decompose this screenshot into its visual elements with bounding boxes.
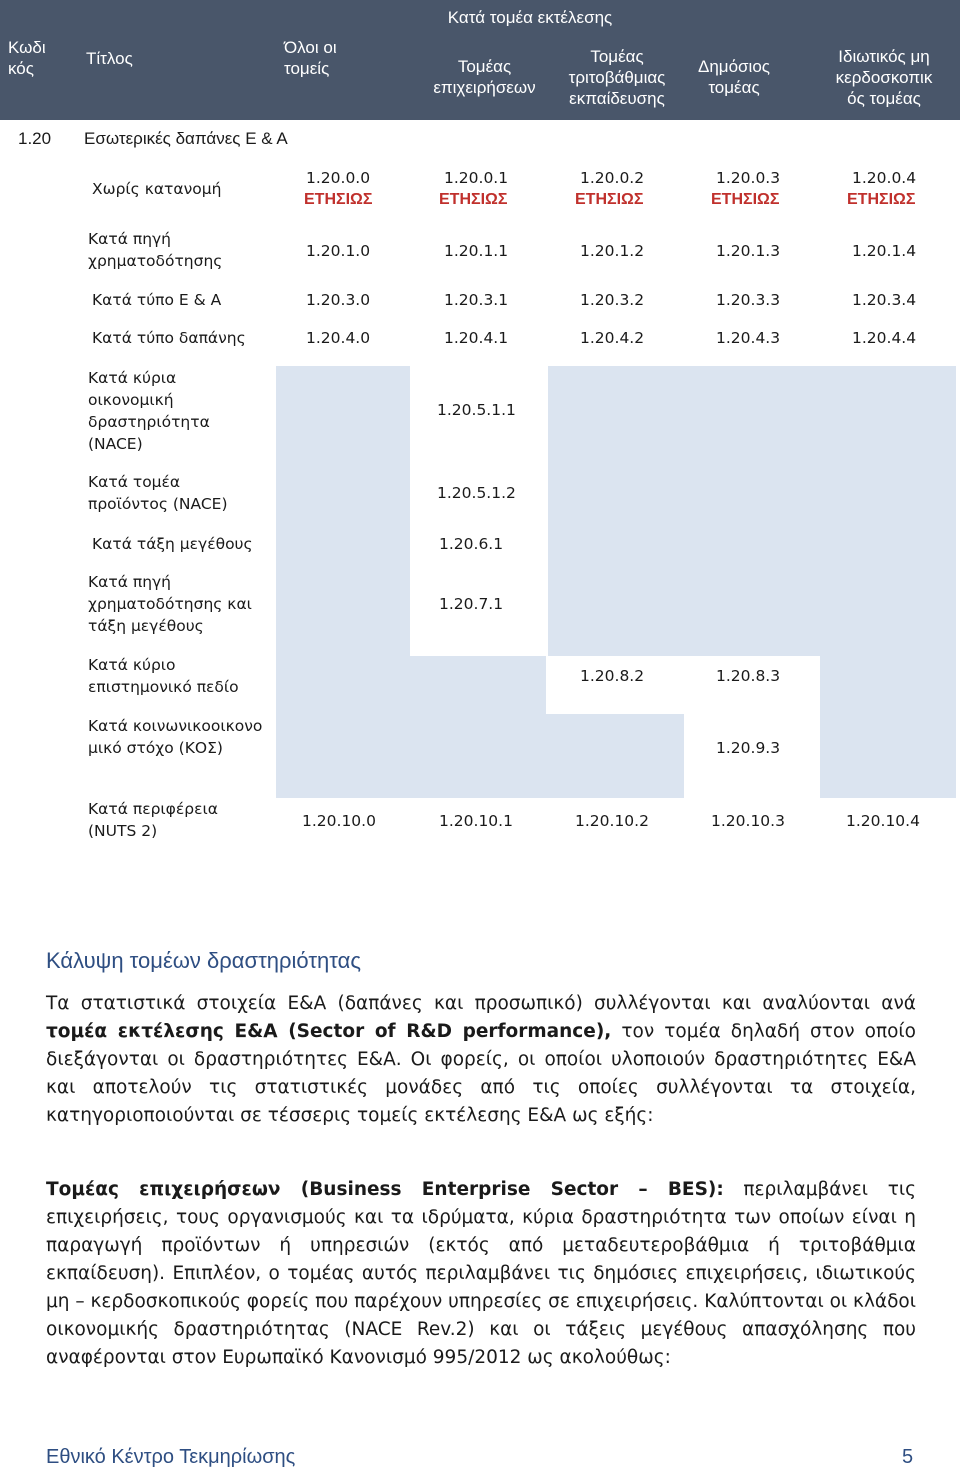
paragraph-text: περιλαμβάνει τις επιχειρήσεις, τους οργανισμούς και τα ιδρύματα, κύρια δραστηριότητα των οποίων είναι η παραγωγή προϊόντων ή υπηρεσιών (εκτός από μεταδευτεροβάθμια ή τριτοβάθμια εκπαίδευση). Επιπλέον, ο τομέας αυτός περιλαμβάνει τις δημόσιες επιχειρήσεις, ιδιωτικούς μη – κερδοσκοπικούς φορείς που παρέχουν υπηρεσίες σε επιχειρήσεις. Καλύπτονται οι κλάδοι οικονομικής δραστηριότητας (NACE Rev.2) και οι τάξεις μεγέθους απασχόλησης που αναφέρονται στον Ευρωπαϊκό Κανονισμό 995/2012 ως ακολούθως: xyxy=(46,1179,916,1368)
code-cell: 1.20.0.3 xyxy=(716,169,781,187)
annual-note: ΕΤΗΣΙΩΣ xyxy=(304,191,373,208)
paragraph-bold: τομέα εκτέλεσης Ε&Α (Sector of R&D performance), xyxy=(46,1021,612,1042)
code-cell: 1.20.4.4 xyxy=(852,329,917,347)
code-cell: 1.20.8.3 xyxy=(716,667,781,685)
paragraph-text: τον τομέα δηλαδή στον οποίο διεξάγονται οι δραστηριότητες Ε&Α. Οι φορείς, οι οποίοι υλοποιούν δραστηριότητες Ε&Α και αποτελούν τις στατιστικές μονάδες από τις οποίες συλλέγονται τα στοιχεία, κατηγοριοποιούνται σε τέσσερις τομείς εκτέλεσης Ε&Α ως εξής: xyxy=(46,1021,916,1126)
code-cell: 1.20.6.1 xyxy=(439,535,504,553)
paragraph xyxy=(46,990,916,1130)
code-cell: 1.20.5.1.1 xyxy=(437,401,516,419)
code-cell: 1.20.3.3 xyxy=(716,291,781,309)
code-cell: 1.20.0.1 xyxy=(444,169,509,187)
annual-note: ΕΤΗΣΙΩΣ xyxy=(711,191,780,208)
header-pnp: Ιδιωτικός μη κερδοσκοπικ ός τομέας xyxy=(835,47,933,108)
header-bes: Τομέας επιχειρήσεων xyxy=(433,57,536,97)
header-gov: Δημόσιος τομέας xyxy=(698,57,770,97)
annual-note: ΕΤΗΣΙΩΣ xyxy=(847,191,916,208)
section-code: 1.20 xyxy=(18,129,52,148)
code-cell: 1.20.4.1 xyxy=(444,329,509,347)
row-label: Κατά κύρια οικονομική δραστηριότητα (NACE) xyxy=(88,369,210,453)
row-label: Κατά περιφέρεια (NUTS 2) xyxy=(88,800,218,840)
header-hes: Τομέας τριτοβάθμιας εκπαίδευσης xyxy=(568,47,666,108)
paragraph-bold: Τομέας επιχειρήσεων (Business Enterprise Sector – BES): xyxy=(46,1179,724,1200)
na-cell xyxy=(276,714,684,798)
annual-note: ΕΤΗΣΙΩΣ xyxy=(439,191,508,208)
na-cell xyxy=(820,656,956,714)
paragraph xyxy=(46,1176,916,1372)
header-code: Κωδι κός xyxy=(8,38,46,78)
section-title: Εσωτερικές δαπάνες Ε & Α xyxy=(84,129,288,148)
code-cell: 1.20.1.2 xyxy=(580,242,645,260)
page-number: 5 xyxy=(902,1446,914,1468)
row-label: Κατά κύριο επιστημονικό πεδίο xyxy=(88,656,239,696)
code-cell: 1.20.0.4 xyxy=(852,169,917,187)
row-label: Κατά τύπο δαπάνης xyxy=(92,329,246,347)
code-cell: 1.20.4.2 xyxy=(580,329,645,347)
row-label: Χωρίς κατανομή xyxy=(92,180,222,198)
paragraph-text: Τα στατιστικά στοιχεία Ε&Α (δαπάνες και προσωπικό) συλλέγονται και αναλύονται ανά xyxy=(46,993,916,1014)
row-label: Κατά τομέα προϊόντος (NACE) xyxy=(88,473,228,513)
na-cell xyxy=(548,366,956,656)
code-cell: 1.20.5.1.2 xyxy=(437,484,516,502)
na-cell xyxy=(276,366,410,656)
na-cell xyxy=(276,656,546,714)
code-cell: 1.20.10.0 xyxy=(302,812,376,830)
code-cell: 1.20.7.1 xyxy=(439,595,504,613)
code-cell: 1.20.10.1 xyxy=(439,812,513,830)
header-all-sectors: Όλοι οι τομείς xyxy=(284,38,337,78)
code-cell: 1.20.1.3 xyxy=(716,242,781,260)
code-cell: 1.20.8.2 xyxy=(580,667,645,685)
code-cell: 1.20.0.0 xyxy=(306,169,371,187)
row-label: Κατά τύπο Ε & Α xyxy=(92,291,222,309)
row-label: Κατά πηγή χρηματοδότησης xyxy=(88,230,223,270)
header-group: Κατά τομέα εκτέλεσης xyxy=(447,8,613,27)
code-cell: 1.20.3.4 xyxy=(852,291,917,309)
footer-org: Εθνικό Κέντρο Τεκμηρίωσης xyxy=(46,1446,296,1468)
row-label: Κατά τάξη μεγέθους xyxy=(92,535,253,553)
na-cell xyxy=(820,714,956,798)
code-cell: 1.20.0.2 xyxy=(580,169,645,187)
code-cell: 1.20.10.4 xyxy=(846,812,920,830)
annual-note: ΕΤΗΣΙΩΣ xyxy=(575,191,644,208)
code-cell: 1.20.1.1 xyxy=(444,242,509,260)
code-cell: 1.20.1.4 xyxy=(852,242,917,260)
code-cell: 1.20.3.2 xyxy=(580,291,645,309)
code-cell: 1.20.9.3 xyxy=(716,739,781,757)
header-title: Τίτλος xyxy=(86,49,133,68)
row-label: Κατά πηγή χρηματοδότησης και τάξη μεγέθους xyxy=(88,573,252,635)
row-label: Κατά κοινωνικοοικονομικό στόχο (ΚΟΣ) xyxy=(88,717,263,757)
code-cell: 1.20.3.1 xyxy=(444,291,509,309)
code-cell: 1.20.10.2 xyxy=(575,812,649,830)
section-heading: Κάλυψη τομέων δραστηριότητας xyxy=(46,948,361,973)
code-cell: 1.20.4.0 xyxy=(306,329,371,347)
code-cell: 1.20.4.3 xyxy=(716,329,781,347)
code-cell: 1.20.1.0 xyxy=(306,242,371,260)
code-cell: 1.20.10.3 xyxy=(711,812,785,830)
code-cell: 1.20.3.0 xyxy=(306,291,371,309)
